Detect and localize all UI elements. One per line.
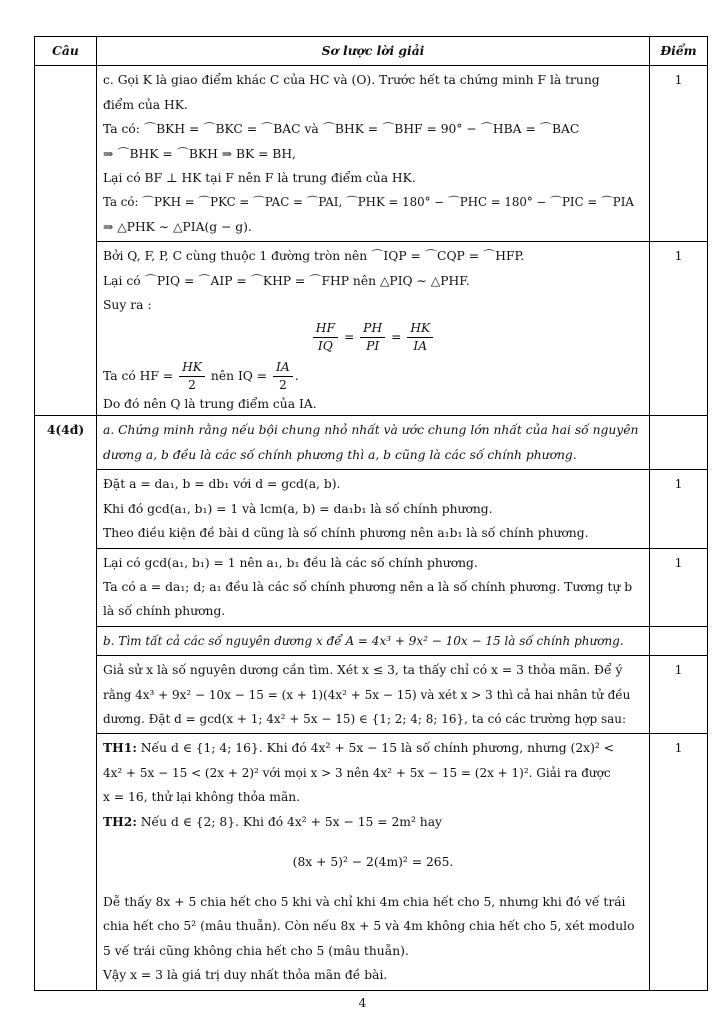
question-cell [35, 66, 97, 416]
table-header [35, 37, 708, 66]
table-row [35, 734, 708, 990]
solution-cell [97, 734, 650, 990]
text-line: chia hết cho 5² (mâu thuẫn). Còn nếu 8x + 5 và 4m không chia hết cho 5, xét modulo [103, 919, 635, 934]
text-line: TH1: Nếu d ∈ {1; 4; 16}. Khi đó 4x² + 5x − 15 là số chính phương, nhưng (2x)² < [103, 740, 615, 756]
text-line: c. Gọi K là giao điểm khác C của HC và (O). Trước hết ta chứng minh F là trung [103, 73, 600, 88]
table-row [35, 626, 708, 655]
table-row [35, 242, 708, 416]
points-cell: 1 [650, 66, 708, 242]
header-question: Câu [35, 37, 97, 66]
text-line: Suy ra : [103, 298, 152, 313]
points-cell [650, 416, 708, 470]
display-equation: (8x + 5)² − 2(4m)² = 265. [292, 854, 454, 869]
text-line: Ta có HF = $\frac{HK}{2}$ nên IQ = $\frac{IA}{2}$ . [103, 360, 299, 393]
question-cell: 4(4đ) [35, 416, 97, 990]
text-line: Lại có gcd(a₁, b₁) = 1 nên a₁, b₁ đều là các số chính phương. [103, 555, 478, 570]
text-line: Lại có ⌒PIQ = ⌒AIP = ⌒KHP = ⌒FHP nên △PIQ ∼ △PHF. [103, 273, 470, 288]
text-line: Theo điều kiện đề bài d cũng là số chính phương nên a₁b₁ là số chính phương. [103, 526, 589, 541]
text-line: Bởi Q, F, P, C cùng thuộc 1 đường tròn nên ⌒IQP = ⌒CQP = ⌒HFP. [103, 249, 525, 264]
text-line: a. Chứng minh rằng nếu bội chung nhỏ nhất và ước chung lớn nhất của hai số nguyên [103, 423, 639, 438]
text-line: dương. Đặt d = gcd(x + 1; 4x² + 5x − 15) ∈ {1; 2; 4; 8; 16}, ta có các trường hợp sau: [103, 711, 627, 726]
points-cell: 1 [650, 548, 708, 626]
header-points: Điểm [650, 37, 708, 66]
text-line: Khi đó gcd(a₁, b₁) = 1 và lcm(a, b) = da₁b₁ là số chính phương. [103, 501, 493, 516]
table-row [35, 66, 708, 242]
points-cell: 1 [650, 734, 708, 990]
text-line: ⇒ △PHK ∼ △PIA(g − g). [103, 219, 252, 234]
header-solution: Sơ lược lời giải [97, 37, 650, 66]
points-cell: 1 [650, 470, 708, 548]
text-line: dương a, b đều là các số chính phương thì a, b cũng là các số chính phương. [103, 447, 577, 462]
solution-cell [97, 416, 650, 470]
solution-cell [97, 626, 650, 655]
text-line: rằng 4x³ + 9x² − 10x − 15 = (x + 1)(4x² + 5x − 15) và xét x > 3 thì cả hai nhân tử đều [103, 687, 631, 702]
ratio-equation: $\frac{HF}{IQ}$ = $\frac{PH}{PI}$ = $\frac{HK}{IA}$ [103, 317, 643, 357]
solution-cell [97, 470, 650, 548]
table-row [35, 416, 708, 470]
text-line: ⇒ ⌒BHK = ⌒BKH ⇒ BK = BH, [103, 146, 296, 161]
text-line: Lại có BF ⊥ HK tại F nên F là trung điểm của HK. [103, 171, 416, 186]
page-number: 4 [358, 996, 367, 1010]
text-line: 5 vế trái cũng không chia hết cho 5 (mâu thuẫn). [103, 943, 409, 958]
points-cell [650, 626, 708, 655]
text-line: điểm của HK. [103, 97, 188, 112]
text-line: Ta có a = da₁; d; a₁ đều là các số chính phương nên a là số chính phương. Tương tự b [103, 579, 633, 594]
text-line: Giả sử x là số nguyên dương cần tìm. Xét x ≤ 3, ta thấy chỉ có x = 3 thỏa mãn. Để ý [103, 663, 623, 678]
text-line: là số chính phương. [103, 604, 226, 619]
text-line: Ta có: ⌒PKH = ⌒PKC = ⌒PAC = ⌒PAI, ⌒PHK = 180° − ⌒PHC = 180° − ⌒PIC = ⌒PIA [103, 195, 634, 210]
table-row [35, 548, 708, 626]
table-row [35, 656, 708, 734]
text-line: x = 16, thử lại không thỏa mãn. [103, 790, 301, 805]
solution-table [34, 36, 708, 991]
text-line: Dễ thấy 8x + 5 chia hết cho 5 khi và chỉ khi 4m chia hết cho 5, nhưng khi đó vế trái [103, 894, 626, 909]
solution-cell [97, 242, 650, 416]
solution-cell [97, 66, 650, 242]
text-line: TH2: Nếu d ∈ {2; 8}. Khi đó 4x² + 5x − 15 = 2m² hay [103, 813, 443, 829]
text-line: b. Tìm tất cả các số nguyên dương x để A = 4x³ + 9x² − 10x − 15 là số chính phương. [103, 633, 624, 648]
text-line: Ta có: ⌒BKH = ⌒BKC = ⌒BAC và ⌒BHK = ⌒BHF = 90° − ⌒HBA = ⌒BAC [103, 122, 580, 137]
table-row [35, 470, 708, 548]
solution-cell [97, 656, 650, 734]
text-line: Vậy x = 3 là giá trị duy nhất thỏa mãn đề bài. [103, 968, 388, 983]
text-line: Đặt a = da₁, b = db₁ với d = gcd(a, b). [103, 477, 341, 492]
solution-cell [97, 548, 650, 626]
text-line: Do đó nên Q là trung điểm của IA. [103, 397, 317, 412]
text-line: 4x² + 5x − 15 < (2x + 2)² với mọi x > 3 nên 4x² + 5x − 15 = (2x + 1)². Giải ra được [103, 765, 611, 780]
points-cell: 1 [650, 242, 708, 416]
points-cell: 1 [650, 656, 708, 734]
